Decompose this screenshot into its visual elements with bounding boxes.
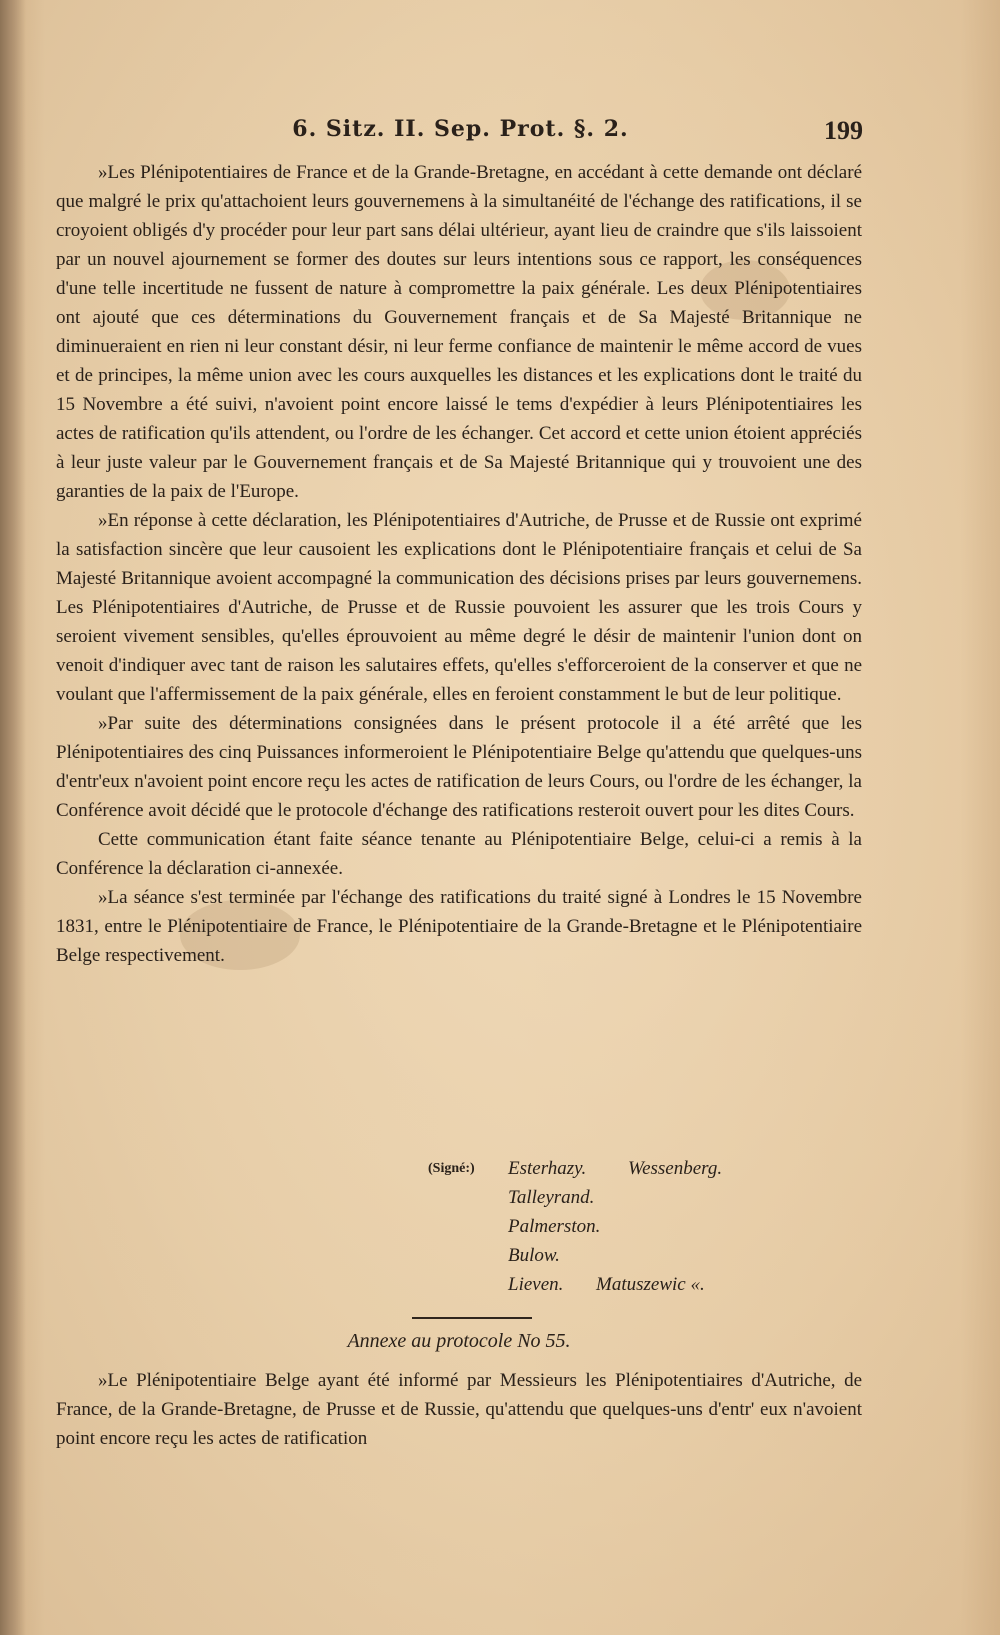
signature-row <box>428 1183 848 1212</box>
signatory-name: Matuszewic «. <box>596 1274 705 1295</box>
signatory-name: Palmerston. <box>508 1216 601 1237</box>
signed-label: (Signé:) <box>428 1161 475 1176</box>
page-header <box>58 112 863 152</box>
signature-row <box>428 1212 848 1241</box>
protocol-text <box>56 158 862 970</box>
annex-title: Annexe au protocole No 55. <box>347 1330 571 1352</box>
page-binding-shadow <box>0 0 26 1635</box>
signatory-name: Lieven. <box>508 1274 564 1295</box>
paragraph: »Les Plénipotentiaires de France et de la Grande-Bretagne, en accédant à cette demande ont déclaré que malgré le prix qu'attachoient leurs gouvernemens à la simultanéité de l'échange des ratifications, il se croyoient obligés d'y procéder pour leur part sans délai ultérieur, ayant lieu de craindre que s'ils laissoient par un nouvel ajournement se former des doutes sur leurs intentions sous ce rapport, les conséquences d'une telle incertitude ne fussent de nature à compromettre la paix générale. Les deux Plénipotentiaires ont ajouté que ces déterminations du Gouvernement français et de Sa Majesté Britannique ne diminueraient en rien ni leur constant désir, ni leur ferme confiance de maintenir le même accord de vues et de principes, la même union avec les cours auxquelles les distances et les explications dont le traité du 15 Novembre a été suivi, n'avoient point encore laissé le tems d'expédier à leurs Plénipotentiaires les actes de ratification qu'ils attendent, ou l'ordre de les échanger. Cet accord et cette union étoient appréciés à leur juste valeur par le Gouvernement français et de Sa Majesté Britannique qui y trouvoient une des garanties de la paix de l'Europe. <box>56 162 862 502</box>
signatory-name: Bulow. <box>508 1245 560 1266</box>
signatory-name: Esterhazy. <box>508 1158 587 1179</box>
running-head: 6. Sitz. II. Sep. Prot. §. 2. <box>292 116 629 142</box>
signature-row <box>428 1241 848 1270</box>
paragraph: »Le Plénipotentiaire Belge ayant été informé par Messieurs les Plénipotentiaires d'Autriche, de France, de la Grande-Bretagne, de Prusse et de Russie, qu'attendu que quelques-uns d'entr' eux n'avoient point encore reçu les actes de ratification <box>56 1370 862 1449</box>
signature-row <box>428 1270 848 1299</box>
annex-text <box>56 1366 862 1453</box>
signature-block <box>428 1154 848 1299</box>
paragraph: »La séance s'est terminée par l'échange des ratifications du traité signé à Londres le 15 Novembre 1831, entre le Plénipotentiaire de France, le Plénipotentiaire de la Grande-Bretagne et le Plénipotentiaire Belge respectivement. <box>56 887 862 966</box>
paragraph: »Par suite des déterminations consignées dans le présent protocole il a été arrêté que les Plénipotentiaires des cinq Puissances informeroient le Plénipotentiaire Belge qu'attendu que quelques-uns d'entr'eux n'avoient point encore reçu les actes de ratification de leurs Cours, ou l'ordre de les échanger, la Conférence avoit décidé que le protocole d'échange des ratifications resteroit ouvert pour les dites Cours. <box>56 713 862 821</box>
paragraph: Cette communication étant faite séance tenante au Plénipotentiaire Belge, celui-ci a remis à la Conférence la déclaration ci-annexée. <box>56 829 862 879</box>
signatory-name: Wessenberg. <box>628 1158 723 1179</box>
signature-row <box>428 1154 848 1183</box>
signatory-name: Talleyrand. <box>508 1187 595 1208</box>
page-number: 199 <box>824 116 863 145</box>
section-divider <box>412 1317 532 1319</box>
paragraph: »En réponse à cette déclaration, les Plénipotentiaires d'Autriche, de Prusse et de Russie ont exprimé la satisfaction sincère que leur causoient les explications dont le Plénipotentiaire français et celui de Sa Majesté Britannique avoient accompagné la communication des décisions prises par leurs gouvernemens. Les Plénipotentiaires d'Autriche, de Prusse et de Russie pouvoient les assurer que les trois Cours y seroient vivement sensibles, qu'elles éprouvoient au même degré le désir de maintenir l'union dont on venoit d'indiquer avec tant de raison les salutaires effets, qu'elles s'efforceroient de la conserver et que ne voulant que l'affermissement de la paix générale, elles en feroient constamment le but de leur politique. <box>56 510 862 705</box>
